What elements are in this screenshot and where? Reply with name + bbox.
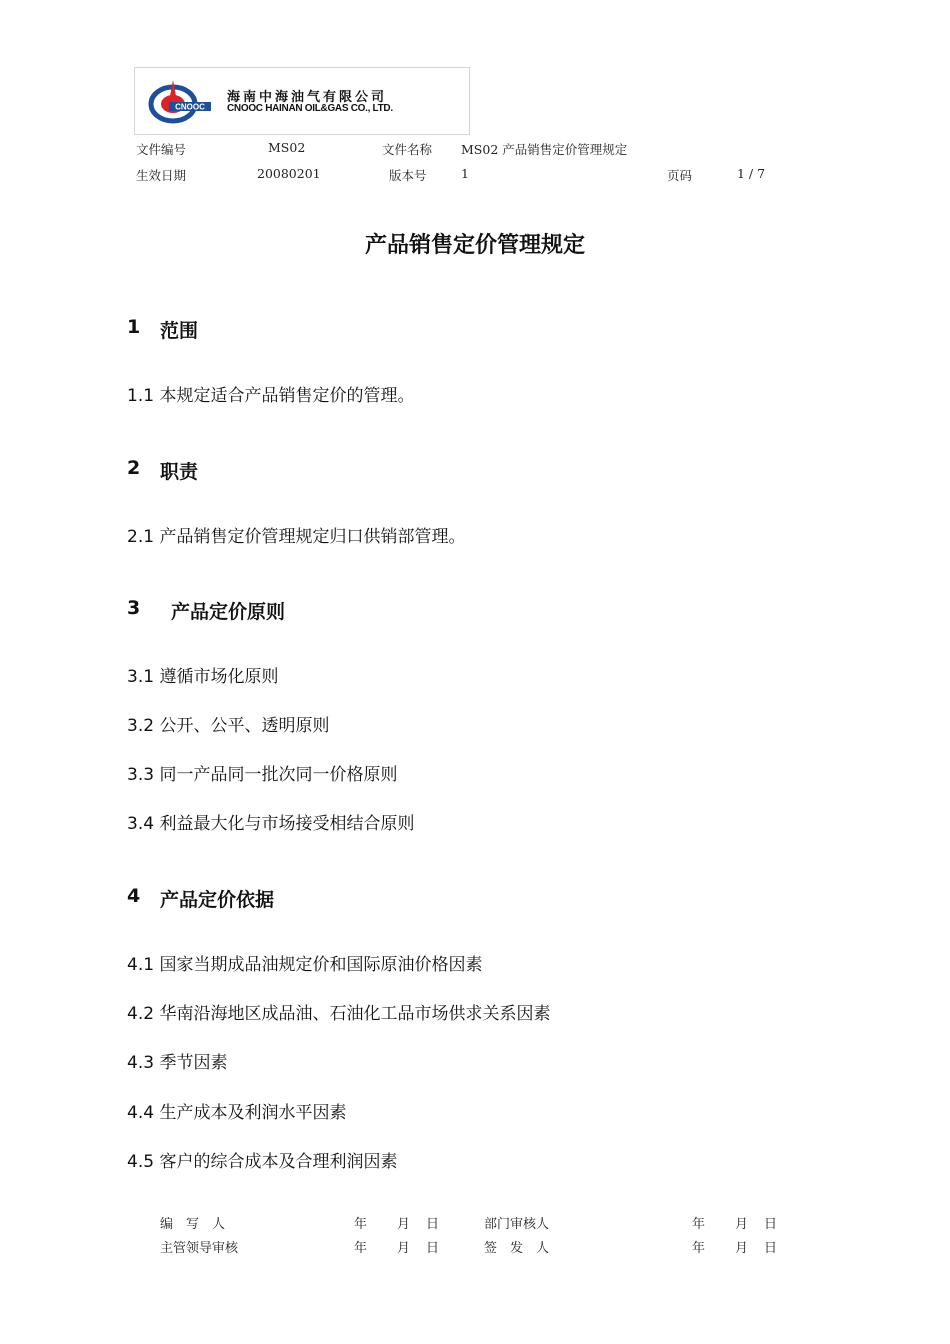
date-day: 日 [426,1217,440,1232]
section-title: 职责 [160,461,199,483]
list-item: 3.2 公开、公平、透明原则 [127,716,330,736]
date-year: 年 [692,1241,706,1256]
list-item: 4.4 生产成本及利润水平因素 [127,1103,347,1123]
page-label: 页码 [667,168,693,183]
list-item: 4.3 季节因素 [127,1053,228,1073]
cnooc-logo-icon [143,74,213,128]
section-number: 2 [127,457,141,479]
file-name-label: 文件名称 [382,142,433,157]
effective-date-label: 生效日期 [136,168,187,183]
company-logo-box [134,67,470,135]
document-title: 产品销售定价管理规定 [364,233,585,258]
version-value: 1 [461,166,469,181]
list-item: 4.1 国家当期成品油规定价和国际原油价格因素 [127,955,483,975]
section-title: 范围 [160,320,199,342]
version-label: 版本号 [389,168,427,183]
section-number: 3 [127,597,141,619]
list-item: 3.4 利益最大化与市场接受相结合原则 [127,814,415,834]
list-item: 2.1 产品销售定价管理规定归口供销部管理。 [127,527,466,547]
date-month: 月 [735,1217,749,1232]
writer-label: 编 写 人 [160,1217,226,1232]
issuer-label: 签 发 人 [484,1241,550,1256]
section-number: 1 [127,316,141,338]
date-month: 月 [397,1217,411,1232]
list-item: 3.1 遵循市场化原则 [127,667,279,687]
date-year: 年 [354,1217,368,1232]
date-day: 日 [764,1217,778,1232]
section-number: 4 [127,885,141,907]
list-item: 4.5 客户的综合成本及合理利润因素 [127,1152,398,1172]
file-no-value: MS02 [268,140,306,155]
list-item: 3.3 同一产品同一批次同一价格原则 [127,765,398,785]
date-year: 年 [692,1217,706,1232]
file-no-label: 文件编号 [136,142,187,157]
date-day: 日 [426,1241,440,1256]
section-title: 产品定价原则 [171,601,286,623]
effective-date-value: 20080201 [257,166,321,181]
date-month: 月 [735,1241,749,1256]
dept-reviewer-label: 部门审核人 [484,1217,550,1232]
date-month: 月 [397,1241,411,1256]
list-item: 1.1 本规定适合产品销售定价的管理。 [127,386,415,406]
company-name-cn: 海南中海油气有限公司 [227,90,388,105]
list-item: 4.2 华南沿海地区成品油、石油化工品市场供求关系因素 [127,1004,551,1024]
leader-reviewer-label: 主管领导审核 [160,1241,239,1256]
file-name-value: MS02 产品销售定价管理规定 [461,142,628,157]
company-name-en: CNOOC HAINAN OIL&GAS CO., LTD. [227,103,393,114]
date-day: 日 [764,1241,778,1256]
date-year: 年 [354,1241,368,1256]
logo-text: CNOOC [175,102,205,112]
section-title: 产品定价依据 [160,889,275,911]
page-number: 1 / 7 [737,166,766,181]
